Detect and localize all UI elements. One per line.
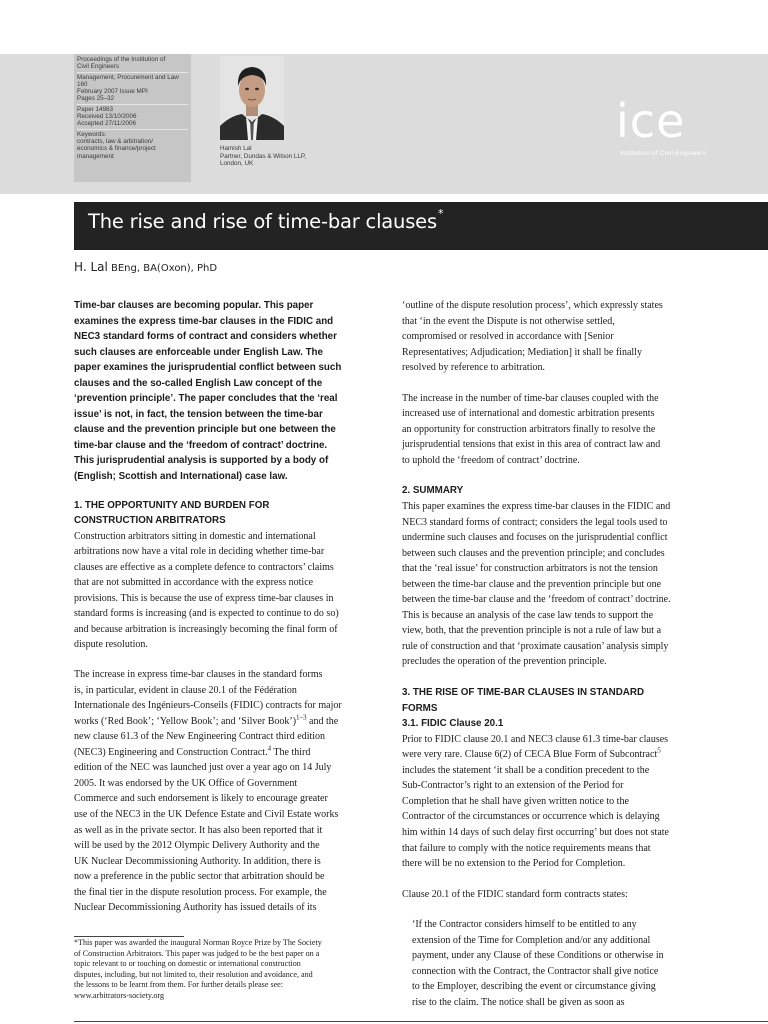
text-line: UK Nuclear Decommissioning Authority. In addition, there is [74,855,321,867]
quote-line: to the Employer, describing the event or circumstance giving [412,981,656,993]
heading-line: CONSTRUCTION ARBITRATORS [74,515,226,527]
paper-title [88,207,444,233]
journal-info-box [74,54,191,182]
info-line: Proceedings of the Institution of [77,56,166,63]
footnote-link[interactable]: www.arbitrators-society.org [74,990,165,1000]
text-line: NEC3 standard forms of contract; considers the legal tools used to [402,516,668,528]
section-heading-3 [402,685,746,732]
author-degrees: BEng, BA(Oxon), PhD [107,263,218,274]
info-line: Paper 14983 [77,105,114,113]
author-line [74,260,217,274]
text-line: undermine such clauses and focuses on the jurisprudential conflict [402,532,668,544]
paragraph [402,298,746,376]
info-line: Management, Procurement and Law [77,73,179,81]
info-line: Civil Engineers [77,63,119,71]
abstract-line: clauses and the so-called English Law concept of the [74,377,323,389]
text-line: use of the NEC3 in the UK Defence Estate and Civil Estate works [74,808,339,820]
text-line: now a preference in the public sector that arbitration should be [74,871,325,883]
text-line: that ‘in the event the Dispute is not otherwise settled, [402,315,615,327]
text-line: an opportunity for construction arbitrators finally to resolve the [402,423,656,435]
text-line: precludes the operation of the prevention principle. [402,656,607,668]
quote-line: rise to the claim. The notice shall be given as soon as [412,996,625,1008]
info-line: Pages 25–32 [77,95,115,103]
paragraph [402,887,746,903]
text-line: Contractor of the circumstances or occurrence which is delaying [402,811,660,823]
text-line: new clause 61.3 of the New Engineering Contract third edition [74,731,326,743]
text-line: to uphold the ‘freedom of contract’ doctrine. [402,454,580,466]
text-line [402,747,746,763]
text-line: standard forms is increasing (and is expected to continue to do so) [74,608,339,620]
info-line: Received 13/10/2006 [77,113,137,121]
text-line: between the time-bar clause and the prevention principle but one [402,578,662,590]
info-line: 160 [77,80,88,88]
info-line: Keywords: [77,130,107,138]
text-line: This is because an analysis of the case law tends to support the [402,609,654,621]
info-line: February 2007 Issue MPI [77,88,148,96]
text-line: The increase in express time-bar clauses in the standard forms [74,669,323,681]
paragraph [74,529,386,653]
text-line: that are not submitted in accordance with the express notice [74,577,314,589]
footnote-line: topic relevant to or touching on domestic or international construction [74,959,301,969]
title-footnote-marker: * [437,207,444,220]
text-line: and because arbitration is increasingly becoming the final form of [74,623,338,635]
subheading-line: 3.1. FIDIC Clause 20.1 [402,718,504,730]
text-line [74,745,386,761]
quote-line: extension of the Time for Completion and/or any additional [412,934,651,946]
citation-superscript: 4 [267,744,272,753]
text-line: between such clauses and the prevention principle; and concludes [402,547,665,559]
author-name: H. Lal [74,260,108,274]
text-line: clauses are effective as a complete defence to contractors’ claims [74,561,334,573]
text-line: compromised or resolved in accordance with [Senior [402,331,614,343]
paragraph [402,499,746,670]
text-line: him within 14 days of such delay first occurring’ but does not state [402,826,669,838]
footnote-line: the lessons to be learnt from them. For further details please see: [74,980,284,990]
paragraph [402,391,746,469]
text-line: there will be no extension to the Period for Completion. [402,858,626,870]
text-line: jurisprudential tensions that exist in this area of contract law and [402,439,661,451]
footnote-line: *This paper was awarded the inaugural Norman Royce Prize by The Society [74,938,322,947]
text-span: and the [306,715,339,727]
text-line: Internationale des Ingénieurs-Conseils (FIDIC) contracts for major [74,700,342,712]
left-column [74,298,386,916]
abstract-line: ‘prevention principle’. The paper concludes that the ‘real [74,393,338,405]
text-line: that the ‘real issue’ for construction arbitrators is not the tension [402,563,658,575]
author-caption [220,145,306,168]
text-line: Representatives; Adjudication; Mediation] it shall be finally [402,346,642,358]
paragraph [74,667,386,916]
text-line: Nuclear Decommissioning Authority has issued details of its [74,902,317,914]
paper-title-text: The rise and rise of time-bar clauses [88,210,437,233]
text-line: This paper examines the express time-bar clauses in the FIDIC and [402,501,671,513]
text-line: that failure to comply with the notice requirements means that [402,842,651,854]
info-line: economics & finance/project [77,145,156,153]
info-line: contracts, law & arbitration/ [77,137,153,145]
abstract-line: Time-bar clauses are becoming popular. This paper [74,300,314,311]
ice-logo [616,96,716,160]
info-divider [77,72,188,73]
paragraph [402,732,746,872]
text-line: as well as in the private sector. It has also been reported that it [74,824,323,836]
abstract-line: time-bar clause and the ‘freedom of contract’ doctrine. [74,439,328,451]
abstract-line: clause and the prevention principle but one between the [74,424,336,436]
heading-line: 2. SUMMARY [402,485,464,497]
text-line: ‘outline of the dispute resolution process’, which expressly states [402,300,663,311]
author-caption-name: Hamish Lal [220,145,252,152]
author-portrait-icon [220,56,284,140]
info-divider [77,129,188,130]
heading-line: FORMS [402,702,438,714]
text-line: dispute resolution. [74,639,148,651]
text-line: arbitrations now have a vital role in deciding whether time-bar [74,546,325,558]
title-bar [74,202,768,250]
quote-line: payment, under any Clause of these Conditions or otherwise in [412,950,664,962]
footnote-line: disputes, including, but not limited to, their resolution and avoidance, and [74,969,313,979]
author-caption-location: London, UK [220,160,254,168]
text-line: Commerce and such endorsement is likely to encourage greater [74,793,328,805]
text-line: is, in particular, evident in clause 20.1 of the Fédération [74,684,297,696]
text-line: Construction arbitrators sitting in domestic and international [74,530,316,542]
text-line: 2005. It was endorsed by the UK Office of Government [74,777,298,789]
text-line: Completion that he shall have given written notice to the [402,795,629,807]
info-line: Accepted 27/11/2006 [77,120,137,128]
footnote-line: of Construction Arbitrators. This paper was judged to be the best paper on a [74,948,320,958]
text-line: provisions. This is because the use of express time-bar clauses in [74,592,334,604]
text-line: Sub-Contractor’s right to an extension of the Period for [402,780,624,792]
right-column [402,298,746,1010]
text-line: The increase in the number of time-bar clauses coupled with the [402,392,659,404]
text-line: includes the statement ‘it shall be a condition precedent to the [402,764,650,776]
text-span: (NEC3) Engineering and Construction Contract. [74,746,268,758]
heading-line: 3. THE RISE OF TIME-BAR CLAUSES IN STANDARD [402,687,645,699]
text-line: Clause 20.1 of the FIDIC standard form contracts states: [402,888,628,900]
quote-line: connection with the Contract, the Contractor shall give notice [412,965,659,977]
author-photo [220,56,284,140]
abstract-line: (English; Scottish and International) case law. [74,471,288,483]
info-line: management [77,152,114,160]
text-line: resolved by reference to arbitration. [402,362,545,374]
text-span: works (‘Red Book’; ‘Yellow Book’; and ‘Silver Book’) [74,715,297,727]
text-line [74,714,386,730]
text-line: edition of the NEC was launched just over a year ago on 14 July [74,762,332,774]
author-caption-position: Partner, Dundas & Wilson LLP, [220,152,306,160]
text-span: The third [271,746,311,758]
text-line: Prior to FIDIC clause 20.1 and NEC3 clause 61.3 time-bar clauses [402,733,669,745]
section-heading-1 [74,498,386,529]
abstract [74,298,386,485]
abstract-line: NEC3 standard forms of contract and considers whether [74,331,337,343]
text-line: will be used by the 2012 Olympic Delivery Authority and the [74,840,320,852]
abstract-line: such clauses are enforceable under English Law. The [74,346,323,358]
citation-superscript: 5 [657,746,661,755]
text-line: increased use of international and domestic arbitration presents [402,408,655,420]
footnote-divider [74,936,184,937]
text-line: view, both, that the prevention principle is not a rule of law but a [402,625,662,637]
text-line: the final tier in the dispute resolution process. For example, the [74,886,327,898]
abstract-line: paper examines the jurisprudential conflict between such [74,362,342,374]
text-span: were very rare. Clause 6(2) of CECA Blue Form of Subcontract [402,749,658,761]
logo-word: ice [616,94,686,148]
block-quote [402,917,746,1010]
bottom-divider [74,1021,768,1022]
text-line: between the time-bar clause and the ‘freedom of contract’ doctrine. [402,594,671,606]
section-heading-2 [402,483,746,499]
abstract-line: This jurisprudential analysis is supported by a body of [74,455,329,467]
text-line: rule of construction and that ‘proximate causation’ analysis simply [402,640,669,652]
logo-subtitle: Institution of Civil Engineers [620,150,707,157]
quote-line: ‘If the Contractor considers himself to be entitled to any [412,919,637,931]
info-divider [77,104,188,105]
citation-superscript: 1–3 [296,713,307,722]
abstract-line: examines the express time-bar clauses in the FIDIC and [74,315,334,327]
heading-line: 1. THE OPPORTUNITY AND BURDEN FOR [74,499,270,511]
abstract-line: issue’ is not, in fact, the tension between the time-bar [74,408,323,420]
footnote [74,938,386,1002]
